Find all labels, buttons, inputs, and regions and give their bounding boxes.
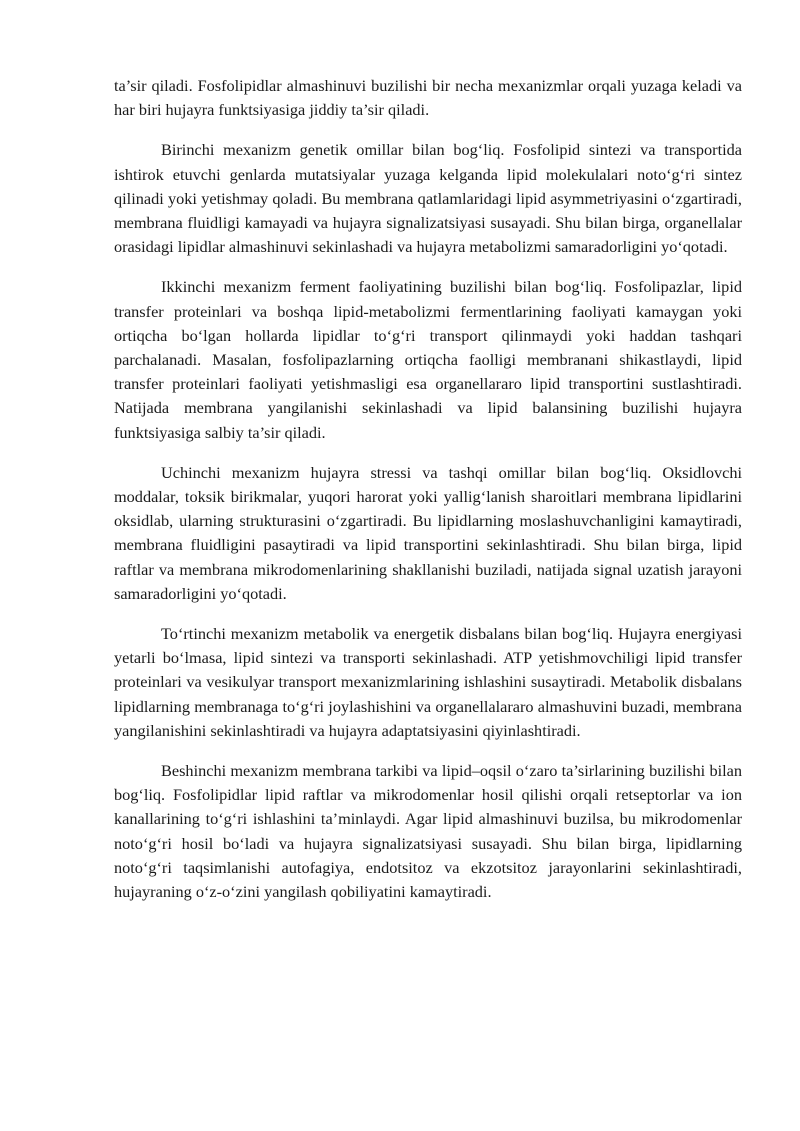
paragraph-continuation: ta’sir qiladi. Fosfolipidlar almashinuvi buzilishi bir necha mexanizmlar orqali yuzaga keladi va har biri hujayra funktsiyasiga jiddiy ta’sir qiladi.	[114, 76, 742, 120]
document-page	[114, 74, 742, 920]
paragraph-second-mechanism: Ikkinchi mexanizm ferment faoliyatining buzilishi bilan bog‘liq. Fosfolipazlar, lipid transfer proteinlari va boshqa lipid-metabolizmi fermentlarining faoliyati kamaygan yoki ortiqcha bo‘lgan hollarda lipidlar to‘g‘ri transport qilinmaydi yoki haddan tashqari parchalanadi. Masalan, fosfolipazlarning ortiqcha faolligi membranani shikastlaydi, lipid transfer proteinlari faoliyati yetishmasligi esa organellararo lipid transportini sustlashtiradi. Natijada membrana yangilanishi sekinlashadi va lipid balansining buzilishi hujayra funktsiyasiga salbiy ta’sir qiladi.	[114, 277, 742, 442]
paragraph-first-mechanism: Birinchi mexanizm genetik omillar bilan bog‘liq. Fosfolipid sintezi va transportida ishtirok etuvchi genlarda mutatsiyalar yuzaga kelganda lipid molekulalari noto‘g‘ri sintez qilinadi yoki yetishmay qoladi. Bu membrana qatlamlaridagi lipid asymmetriyasini o‘zgartiradi, membrana fluidligi kamayadi va hujayra signalizatsiyasi susayadi. Shu bilan birga, organellalar orasidagi lipidlar almashinuvi sekinlashadi va hujayra metabolizmi samaradorligini yo‘qotadi.	[114, 140, 742, 257]
paragraph-fifth-mechanism: Beshinchi mexanizm membrana tarkibi va lipid–oqsil o‘zaro ta’sirlarining buzilishi bilan bog‘liq. Fosfolipidlar lipid raftlar va mikrodomenlar hosil qilishi orqali retseptorlar va ion kanallarining to‘g‘ri ishlashini ta’minlaydi. Agar lipid almashinuvi buzilsa, bu mikrodomenlar noto‘g‘ri hosil bo‘ladi va hujayra signalizatsiyasi susayadi. Shu bilan birga, lipidlarning noto‘g‘ri taqsimlanishi autofagiya, endotsitoz va ekzotsitoz jarayonlarini sekinlashtiradi, hujayraning o‘z-o‘zini yangilash qobiliyatini kamaytiradi.	[114, 761, 742, 902]
paragraph-third-mechanism: Uchinchi mexanizm hujayra stressi va tashqi omillar bilan bog‘liq. Oksidlovchi moddalar, toksik birikmalar, yuqori harorat yoki yallig‘lanish sharoitlari membrana lipidlarini oksidlab, ularning strukturasini o‘zgartiradi. Bu lipidlarning moslashuvchanligini kamaytiradi, membrana fluidligini pasaytiradi va lipid transportini sekinlashtiradi. Shu bilan birga, lipid raftlar va membrana mikrodomenlarining shakllanishi buziladi, natijada signal uzatish jarayoni samaradorligini yo‘qotadi.	[114, 462, 742, 603]
paragraph-fourth-mechanism: To‘rtinchi mexanizm metabolik va energetik disbalans bilan bog‘liq. Hujayra energiyasi yetarli bo‘lmasa, lipid sintezi va transporti sekinlashadi. ATP yetishmovchiligi lipid transfer proteinlari va vesikulyar transport mexanizmlarining ishlashini susaytiradi. Metabolik disbalans lipidlarning membranaga to‘g‘ri joylashishini va organellalararo almashuvini buzadi, membrana yangilanishini sekinlashtiradi va hujayra adaptatsiyasini qiyinlashtiradi.	[114, 624, 742, 740]
